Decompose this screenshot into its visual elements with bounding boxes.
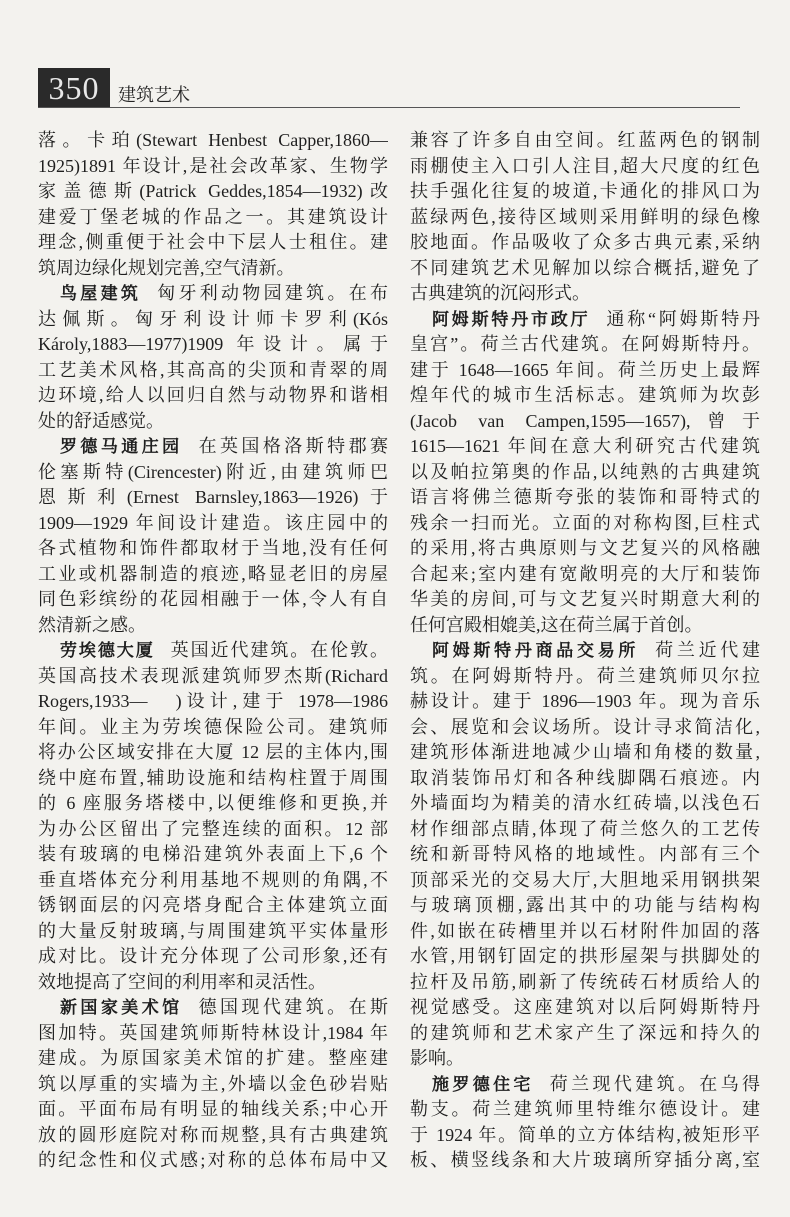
text-line — [410, 205, 760, 231]
entry-first-line — [410, 307, 760, 333]
line-text: 年间。业主为劳埃德保险公司。建筑师 — [38, 716, 388, 737]
text-line — [38, 358, 388, 384]
text-line — [410, 256, 760, 282]
entry-heading: 新国家美术馆 — [60, 998, 183, 1018]
entry-heading: 劳埃德大厦 — [60, 641, 155, 661]
text-line — [38, 460, 388, 486]
text-line — [38, 256, 388, 282]
line-text: 同色彩缤纷的花园相融于一体,令人有自 — [38, 589, 388, 609]
page-number: 350 — [38, 68, 110, 108]
text-line — [38, 332, 388, 358]
line-text: 煌年代的城市生活标志。建筑师为坎彭 — [410, 385, 760, 405]
line-text: 锈钢面层的闪亮塔身配合主体建筑立面 — [38, 895, 388, 915]
text-line — [410, 1148, 760, 1174]
text-line — [38, 230, 388, 256]
text-line — [38, 842, 388, 868]
text-line — [410, 358, 760, 384]
line-text: 扶手强化往复的坡道,卡通化的排风口为 — [410, 181, 760, 201]
text-line — [38, 740, 388, 766]
line-text: 与玻璃顶棚,露出其中的功能与结构构 — [410, 895, 760, 915]
right-column — [410, 128, 760, 1174]
line-text: 蓝绿两色,接待区域则采用鲜明的绿色橡 — [410, 206, 760, 227]
line-text: 1925)1891 年设计,是社会改革家、生物学 — [38, 155, 388, 176]
text-line — [38, 613, 388, 639]
line-text: 英国近代建筑。在伦敦。 — [170, 640, 388, 660]
line-text: 通称“阿姆斯特丹 — [606, 308, 760, 329]
entry-first-line — [410, 638, 760, 664]
text-line — [38, 766, 388, 792]
line-text: 于 1924 年。简单的立方体结构,被矩形平 — [410, 1124, 760, 1145]
line-text: 残余一扫而光。立面的对称构图,巨柱式 — [410, 512, 760, 533]
entry-first-line — [410, 1072, 760, 1098]
text-line — [38, 919, 388, 945]
line-text: 理念,侧重便于社会中下层人士租住。建 — [38, 232, 388, 252]
entry-first-line — [38, 281, 388, 307]
line-text: 为办公区留出了完整连续的面积。12 部 — [38, 818, 388, 839]
left-column — [38, 128, 388, 1174]
text-line — [38, 689, 388, 715]
text-line — [38, 791, 388, 817]
text-line — [410, 128, 760, 154]
text-line — [410, 409, 760, 435]
text-line — [410, 154, 760, 180]
line-text: Rogers,1933— )设计,建于 1978—1986 — [38, 691, 388, 711]
text-line — [410, 842, 760, 868]
line-text: 不同建筑艺术见解加以综合概括,避免了 — [410, 257, 760, 278]
text-line — [38, 715, 388, 741]
text-line — [38, 536, 388, 562]
line-text: 将办公区域安排在大厦 12 层的主体内,围 — [38, 742, 388, 762]
line-text: 统和新哥特风格的地域性。内部有三个 — [410, 844, 760, 864]
text-line — [38, 383, 388, 409]
line-text: 顶部采光的交易大厅,大胆地采用钢拱架 — [410, 869, 760, 890]
text-line — [410, 587, 760, 613]
line-text: 筑周边绿化规划完善,空气清新。 — [38, 257, 295, 278]
entry-first-line — [38, 638, 388, 664]
line-text: 拉杆及吊筋,刷新了传统砖石材质给人的 — [410, 971, 760, 992]
line-text: 面。平面布局有明显的轴线关系;中心开 — [38, 1099, 388, 1119]
line-text: 以及帕拉第奥的作品,以纯熟的古典建筑 — [410, 461, 760, 482]
line-text: 胶地面。作品吸收了众多古典元素,采纳 — [410, 232, 760, 252]
entry-heading: 阿姆斯特丹市政厅 — [432, 309, 591, 330]
line-text: 水管,用钢钉固定的拱形屋架与拱脚处的 — [410, 946, 760, 966]
line-text: 家盖德斯(Patrick Geddes,1854—1932)改 — [38, 181, 388, 201]
text-line — [410, 893, 760, 919]
line-text: 合起来;室内建有宽敞明亮的大厅和装饰 — [410, 563, 760, 584]
text-line — [410, 332, 760, 358]
text-line — [410, 919, 760, 945]
line-text: 件,如嵌在砖槽里并以石材附件加固的落 — [410, 920, 760, 941]
section-title: 建筑艺术 — [118, 85, 190, 105]
line-text: 建爱丁堡老城的作品之一。其建筑设计 — [38, 206, 388, 227]
text-line — [38, 562, 388, 588]
text-line — [38, 511, 388, 537]
text-line — [410, 281, 760, 307]
line-text: 然清新之感。 — [38, 614, 146, 635]
text-line — [410, 460, 760, 486]
text-line — [38, 970, 388, 996]
line-text: 英国高技术表现派建筑师罗杰斯(Richard — [38, 665, 388, 686]
line-text: 绕中庭布置,辅助设施和结构柱置于周围 — [38, 767, 388, 788]
text-line — [38, 944, 388, 970]
line-text: 筑以厚重的实墙为主,外墙以金色砂岩贴 — [38, 1073, 388, 1094]
line-text: 装有玻璃的电梯沿建筑外表面上下,6 个 — [38, 844, 388, 864]
line-text: 板、横竖线条和大片玻璃所穿插分离,室 — [410, 1150, 760, 1170]
line-text: 的大量反射玻璃,与周围建筑平实体量形 — [38, 920, 388, 941]
entry-heading: 阿姆斯特丹商品交易所 — [432, 641, 640, 661]
text-line — [38, 1148, 388, 1174]
text-line — [410, 536, 760, 562]
line-text: 边环境,给人以回归自然与动物界和谐相 — [38, 385, 388, 405]
line-text: 影响。 — [410, 1048, 464, 1068]
text-line — [38, 1072, 388, 1098]
line-text: 荷兰近代建 — [655, 640, 760, 660]
line-text: 雨棚使主入口引人注目,超大尺度的红色 — [410, 155, 760, 176]
line-text: 工业或机器制造的痕迹,略显老旧的房屋 — [38, 563, 388, 584]
line-text: 的采用,将古典原则与文艺复兴的风格融 — [410, 538, 760, 558]
text-line — [410, 1046, 760, 1072]
line-text: (Jacob van Campen,1595—1657),曾于 — [410, 410, 760, 431]
text-line — [410, 511, 760, 537]
text-line — [410, 1021, 760, 1047]
text-line — [38, 1046, 388, 1072]
line-text: 勒支。荷兰建筑师里特维尔德设计。建 — [410, 1099, 760, 1119]
text-line — [410, 664, 760, 690]
entry-first-line — [38, 434, 388, 460]
line-text: 建成。为原国家美术馆的扩建。整座建 — [38, 1048, 388, 1068]
text-line — [38, 179, 388, 205]
line-text: 外墙面均为精美的清水红砖墙,以浅色石 — [410, 793, 760, 813]
line-text: 兼容了许多自由空间。红蓝两色的钢制 — [410, 130, 760, 150]
text-line — [410, 434, 760, 460]
text-line — [38, 893, 388, 919]
line-text: 落。卡珀(Stewart Henbest Capper,1860— — [38, 130, 388, 150]
text-line — [38, 664, 388, 690]
text-line — [38, 307, 388, 333]
line-text: 德国现代建筑。在斯 — [198, 997, 388, 1017]
text-line — [410, 970, 760, 996]
text-line — [410, 715, 760, 741]
text-line — [410, 383, 760, 409]
line-text: 垂直塔体充分利用基地不规则的角隅,不 — [38, 869, 388, 890]
line-text: 材作细部点睛,体现了荷兰悠久的工艺传 — [410, 818, 760, 839]
line-text: 成对比。设计充分体现了公司形象,还有 — [38, 946, 388, 966]
line-text: 匈牙利动物园建筑。在布 — [157, 283, 388, 303]
line-text: 在英国格洛斯特郡赛 — [198, 436, 388, 456]
line-text: Károly,1883—1977)1909 年设计。属于 — [38, 334, 388, 354]
text-line — [410, 230, 760, 256]
line-text: 达佩斯。匈牙利设计师卡罗利(Kós — [38, 308, 388, 329]
text-line — [410, 1097, 760, 1123]
line-text: 的建筑师和艺术家产生了深远和持久的 — [410, 1022, 760, 1043]
line-text: 取消装饰吊灯和各种线脚隅石痕迹。内 — [410, 767, 760, 788]
text-line — [410, 562, 760, 588]
entry-heading: 罗德马通庄园 — [60, 437, 183, 457]
text-line — [410, 1123, 760, 1149]
text-line — [38, 205, 388, 231]
entry-heading: 施罗德住宅 — [432, 1074, 534, 1095]
text-line — [38, 1021, 388, 1047]
text-line — [410, 179, 760, 205]
text-line — [38, 587, 388, 613]
text-line — [410, 485, 760, 511]
line-text: 赫设计。建于 1896—1903 年。现为音乐 — [410, 691, 760, 711]
line-text: 任何宫殿相媲美,这在荷兰属于首创。 — [410, 614, 703, 635]
line-text: 华美的房间,可与文艺复兴时期意大利的 — [410, 589, 760, 609]
line-text: 各式植物和饰件都取材于当地,没有任何 — [38, 538, 388, 558]
line-text: 图加特。英国建筑师斯特林设计,1984 年 — [38, 1022, 388, 1043]
text-line — [38, 485, 388, 511]
line-text: 1615—1621 年间在意大利研究古代建筑 — [410, 436, 760, 456]
line-text: 的 6 座服务塔楼中,以便维修和更换,并 — [38, 793, 388, 813]
text-line — [410, 740, 760, 766]
text-line — [38, 409, 388, 435]
line-text: 建于 1648—1665 年间。荷兰历史上最辉 — [410, 359, 760, 380]
line-text: 建筑形体渐进地减少山墙和角楼的数量, — [410, 742, 760, 762]
text-line — [410, 817, 760, 843]
line-text: 会、展览和会议场所。设计寻求简洁化, — [410, 716, 760, 737]
text-line — [410, 766, 760, 792]
entry-heading: 鸟屋建筑 — [60, 284, 142, 304]
line-text: 处的舒适感觉。 — [38, 410, 164, 431]
entry-first-line — [38, 995, 388, 1021]
line-text: 伦塞斯特(Cirencester)附近,由建筑师巴 — [38, 461, 388, 482]
text-line — [38, 128, 388, 154]
text-line — [38, 817, 388, 843]
text-line — [410, 995, 760, 1021]
line-text: 1909—1929 年间设计建造。该庄园中的 — [38, 512, 388, 533]
text-line — [38, 1123, 388, 1149]
text-line — [410, 689, 760, 715]
text-line — [410, 791, 760, 817]
header-rule — [38, 107, 740, 108]
line-text: 放的圆形庭院对称而规整,具有古典建筑 — [38, 1124, 388, 1145]
line-text: 效地提高了空间的利用率和灵活性。 — [38, 971, 326, 992]
text-line — [410, 944, 760, 970]
line-text: 恩斯利(Ernest Barnsley,1863—1926)于 — [38, 487, 388, 507]
text-line — [410, 868, 760, 894]
line-text: 皇宫”。荷兰古代建筑。在阿姆斯特丹。 — [410, 334, 760, 354]
line-text: 筑。在阿姆斯特丹。荷兰建筑师贝尔拉 — [410, 665, 760, 686]
line-text: 古典建筑的沉闷形式。 — [410, 283, 590, 303]
line-text: 的纪念性和仪式感;对称的总体布局中又 — [38, 1150, 388, 1170]
line-text: 视觉感受。这座建筑对以后阿姆斯特丹 — [410, 997, 760, 1017]
text-line — [38, 154, 388, 180]
line-text: 语言将佛兰德斯夸张的装饰和哥特式的 — [410, 487, 760, 507]
text-line — [410, 613, 760, 639]
line-text: 工艺美术风格,其高高的尖顶和青翠的周 — [38, 359, 388, 380]
line-text: 荷兰现代建筑。在乌得 — [549, 1073, 760, 1094]
text-line — [38, 868, 388, 894]
text-line — [38, 1097, 388, 1123]
